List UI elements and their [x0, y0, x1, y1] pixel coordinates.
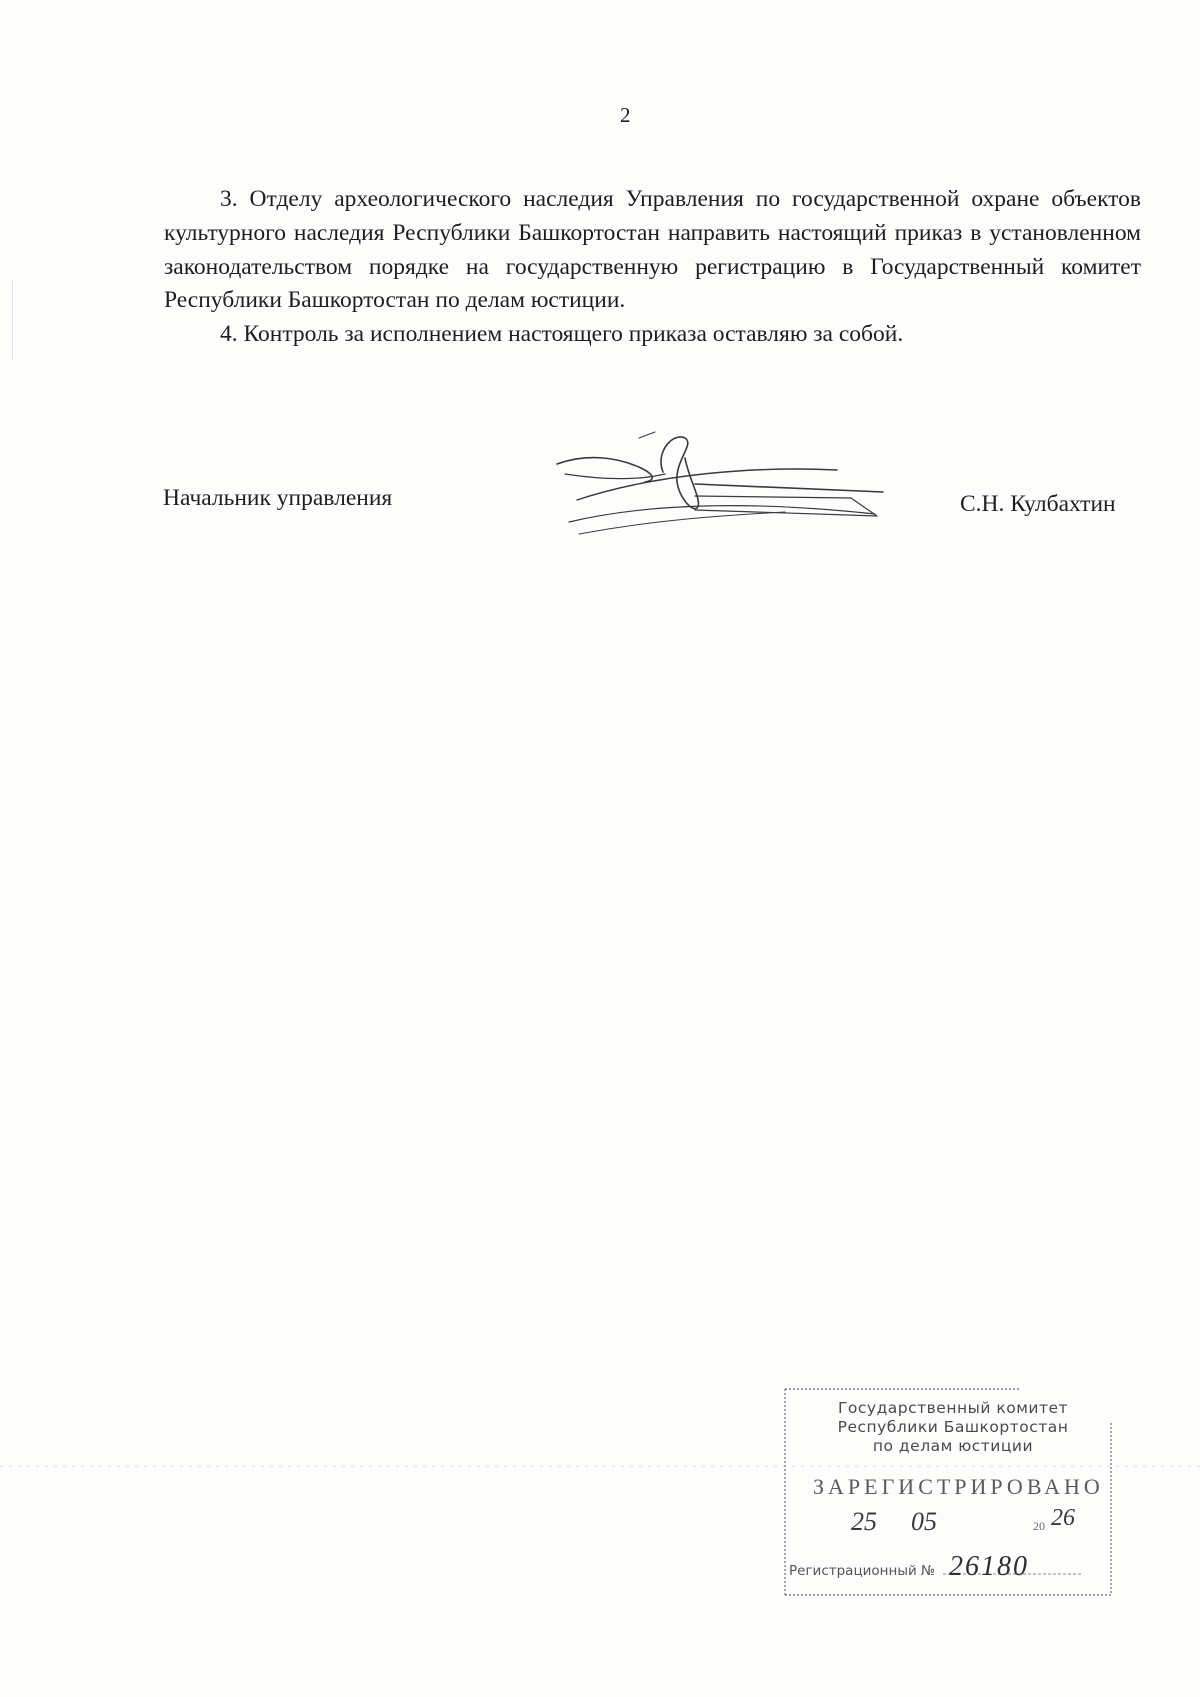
stamp-organization [803, 1399, 1103, 1456]
stamp-org-line-3: по делам юстиции [872, 1437, 1034, 1455]
registration-stamp [783, 1387, 1113, 1597]
stamp-date-year-prefix: 20 [1033, 1519, 1045, 1533]
signatory-title: Начальник управления [163, 485, 393, 511]
stamp-date-year: 26 [1051, 1505, 1075, 1531]
stamp-date-month: 05 [911, 1507, 937, 1536]
page-number: 2 [620, 103, 631, 127]
stamp-date-day: 25 [851, 1507, 877, 1536]
stamp-registration-number: 26180 [949, 1551, 1029, 1582]
stamp-status: ЗАРЕГИСТРИРОВАНО [813, 1474, 1104, 1499]
paragraph-3: 3. Отделу археологического наследия Управления по государственной охране объектов культурного наследия Республики Башкортостан направить настоящий приказ в установленном законодательством порядке на государственную регистрацию в Государственный комитет Республики Башкортостан по делам юстиции. [164, 186, 1141, 314]
signatory-name: С.Н. Кулбахтин [960, 491, 1116, 517]
stamp-org-line-2: Республики Башкортостан [837, 1418, 1069, 1436]
handwritten-signature [545, 430, 925, 550]
scan-edge-mark [12, 280, 13, 360]
stamp-date [823, 1507, 1113, 1547]
stamp-registration-label: Регистрационный № [789, 1563, 936, 1579]
document-body [164, 183, 1141, 352]
paragraph-4: 4. Контроль за исполнением настоящего приказа оставляю за собой. [220, 321, 904, 348]
stamp-org-line-1: Государственный комитет [837, 1399, 1069, 1417]
